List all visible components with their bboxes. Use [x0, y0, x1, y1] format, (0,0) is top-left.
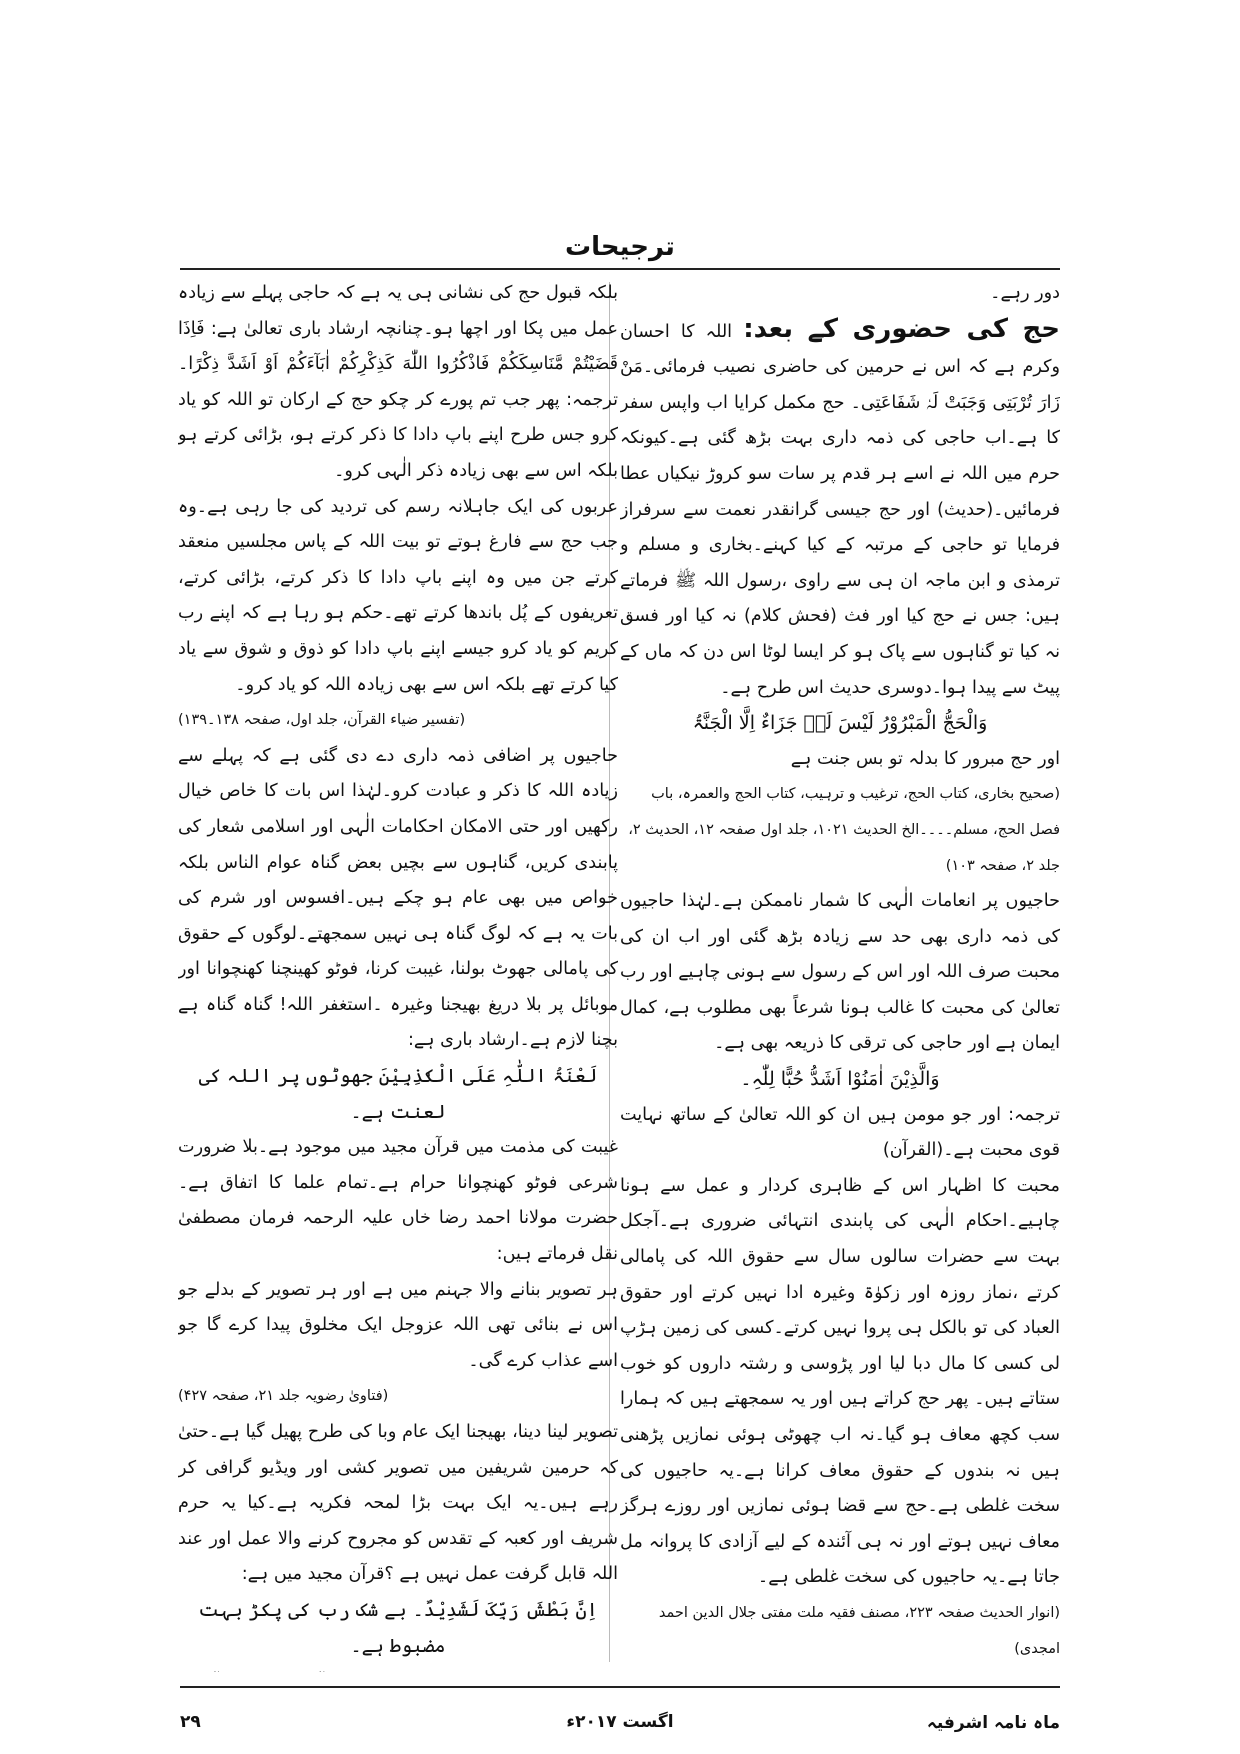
footer-rule — [180, 1686, 1060, 1688]
left-paragraph-5: ہر تصویر بنانے والا جہنم میں ہے اور ہر تصویر کے بدلے جو اس نے بنائی تھی اللہ عزوجل ایک مخلوق پیدا کرے گا جو اسے عذاب کرے گی۔ — [178, 1279, 618, 1371]
header-rule — [180, 268, 1060, 270]
magazine-name: ماہ نامہ اشرفیہ — [926, 1713, 1060, 1733]
page-number: ۲۹ — [180, 1712, 201, 1732]
right-paragraph-2-text: اللہ کا احسان وکرم ہے کہ اس نے حرمین کی حاضری نصیب فرمائی۔مَنْ زَارَ تُرْبَتِی وَجَبَتْ لَہٗ شَفَاعَتِی۔ حج مکمل کرایا اب واپس سفر کا ہے۔اب حاجی کی ذمہ داری بہت بڑھ گئی ہے۔کیونکہ حرم میں اللہ نے اسے ہر قدم پر سات سو کروڑ نیکیاں عطا فرمائیں۔(حدیث) اور حج جیسی گرانقدر نعمت سے سرفراز فرمایا تو حاجی کے مرتبہ کے کیا کہنے۔بخاری و مسلم و ترمذی و ابن ماجہ ان ہی سے راوی ،رسول اللہ ﷺ فرماتے ہیں: جس نے حج کیا اور فث (فحش کلام) نہ کیا اور فسق نہ کیا تو گناہوں سے پاک ہو کر ایسا لوٹا اس دن کہ ماں کے پیٹ سے پیدا ہوا۔دوسری حدیث اس طرح ہے۔ — [620, 321, 1060, 698]
right-paragraph-1: دور رہے۔ — [990, 283, 1060, 303]
citation: (تفسیر ضیاء القرآن، جلد اول، صفحہ ۱۳۸۔۱۳۹) — [178, 712, 466, 729]
right-paragraph-2 — [620, 312, 1060, 707]
citation: (صحیح بخاری، کتاب الحج، ترغیب و ترہیب، کتاب الحج والعمرہ، باب فصل الحج، مسلم۔۔۔۔الخ الحدیث ۱۰۲۱، جلد اول صفحہ ۱۲، الحدیث ۲، جلد ۲، صفحہ ۱۰۳) — [628, 786, 1060, 874]
section-heading: حج کی حضوری کے بعد: — [743, 313, 1060, 344]
right-paragraph-6: محبت کا اظہار اس کے ظاہری کردار و عمل سے ہونا چاہیے۔احکام الٰہی کی پابندی انتہائی ضروری ہے۔آجکل بہت سے حضرات سالوں سال سے حقوق اللہ کی پامالی کرتے ،نماز روزہ اور زکوٰۃ وغیرہ ادا نہیں کرتے اور حقوق العباد کی تو بالکل ہی پروا نہیں کرتے۔کسی کی زمین ہڑپ لی کسی کا مال دبا لیا اور پڑوسی و رشتہ داروں کو خوب ستاتے ہیں۔ پھر حج کراتے ہیں اور یہ سمجھتے ہیں کہ ہمارا سب کچھ معاف ہو گیا۔نہ اب چھوٹی ہوئی نمازیں پڑھنی ہیں نہ بندوں کے حقوق معاف کرانا ہے۔یہ حاجیوں کی سخت غلطی ہے۔حج سے قضا ہوئی نمازیں اور روزے ہرگز معاف نہیں ہوتے اور نہ ہی آئندہ کے لیے آزادی کا پروانہ مل جاتا ہے۔یہ حاجیوں کی سخت غلطی ہے۔ — [620, 1175, 1060, 1588]
citation: (فتاویٰ رضویہ جلد ۲۱، صفحہ ۴۲۷) — [178, 1388, 389, 1405]
left-paragraph-4: غیبت کی مذمت میں قرآن مجید میں موجود ہے۔بلا ضرورت شرعی فوٹو کھنچوانا حرام ہے۔تمام علما کا اتفاق ہے۔حضرت مولانا احمد رضا خاں علیہ الرحمہ فرمان مصطفیٰ نقل فرماتے ہیں: — [178, 1137, 618, 1265]
quranic-verse: اِنَّ بَطْشَ رَبِّکَ لَشَدِیْدٌ۔ بے شک رب کی پکڑ بہت مضبوط ہے۔ — [198, 1598, 598, 1657]
footer — [180, 1712, 1060, 1742]
quranic-verse: وَالْحَجُّ الْمَبْرُوْرُ لَیْسَ لَہٗ جَزَاءٌ اِلَّا الْجَنَّۃُ — [692, 712, 988, 735]
left-paragraph-1: بلکہ قبول حج کی نشانی ہی یہ ہے کہ حاجی پہلے سے زیادہ عمل میں پکا اور اچھا ہو۔چنانچہ ارشاد باری تعالیٰ ہے: فَاِذَا قَضَیْتُمْ مَّنَاسِكَكُمْ فَاذْكُرُوا اللّٰهَ كَذِكْرِكُمْ اٰبَآءَكُمْ اَوْ اَشَدَّ ذِكْرًا۔ ترجمہ: پھر جب تم پورے کر چکو حج کے ارکان تو اللہ کو یاد کرو جس طرح اپنے باپ دادا کا ذکر کرتے ہو، بڑائی کرتے ہو بلکہ اس سے بھی زیادہ ذکر الٰہی کرو۔ — [178, 283, 618, 481]
page-title: ترجیحات — [565, 232, 675, 262]
right-paragraph-3: اور حج مبرور کا بدلہ تو بس جنت ہے — [790, 748, 1060, 769]
left-paragraph-2: عربوں کی ایک جاہلانہ رسم کی تردید کی جا رہی ہے۔وہ جب حج سے فارغ ہوتے تو بیت اللہ کے پاس مجلسیں منعقد کرتے جن میں وہ اپنے باپ دادا کا ذکر کرتے، بڑائی کرتے، تعریفوں کے پُل باندھا کرتے تھے۔حکم ہو رہا ہے کہ اپنے رب کریم کو یاد کرو جیسے اپنے باپ دادا کو ذوق و شوق سے یاد کیا کرتے تھے بلکہ اس سے بھی زیادہ اللہ کو یاد کرو۔ — [178, 496, 618, 695]
citation — [178, 1664, 618, 1672]
issue-date: اگست ۲۰۱۷ء — [566, 1712, 674, 1732]
citation: (انوار الحدیث صفحہ ۲۲۳، مصنف فقیہ ملت مفتی جلال الدین احمد امجدی) — [658, 1604, 1060, 1657]
right-column — [620, 276, 1060, 1672]
right-paragraph-5: ترجمہ: اور جو مومن ہیں ان کو اللہ تعالیٰ کے ساتھ نہایت قوی محبت ہے۔(القرآن) — [620, 1104, 1060, 1161]
left-paragraph-3: حاجیوں پر اضافی ذمہ داری دے دی گئی ہے کہ پہلے سے زیادہ اللہ کا ذکر و عبادت کرو۔لہٰذا اس بات کا خاص خیال رکھیں اور حتی الامکان احکامات الٰہی اور اسلامی شعار کی پابندی کریں، گناہوں سے بچیں بعض گناہ عوام الناس بلکہ خواص میں بھی عام ہو چکے ہیں۔افسوس اور شرم کی بات یہ ہے کہ لوگ گناہ ہی نہیں سمجھتے۔لوگوں کے حقوق کی پامالی جھوٹ بولنا، غیبت کرنا، فوٹو کھینچنا کھنچوانا اور موبائل پر بلا دریغ بھیجنا وغیرہ ۔استغفر اللہ! گناہ گناہ ہے بچنا لازم ہے۔ارشاد باری ہے: — [178, 745, 618, 1051]
right-paragraph-4: حاجیوں پر انعامات الٰہی کا شمار ناممکن ہے۔لہٰذا حاجیوں کی ذمہ داری بھی حد سے زیادہ بڑھ گئی اور اب ان کی محبت صرف اللہ اور اس کے رسول سے ہونی چاہیے اور رب تعالیٰ کی محبت کا غالب ہونا شرعاً بھی مطلوب ہے، کمال ایمان ہے اور حاجی کی ترقی کا ذریعہ بھی ہے۔ — [620, 891, 1060, 1054]
quranic-verse: وَالَّذِیْنَ اٰمَنُوْا اَشَدُّ حُبًّا لِلّٰہِ۔ — [740, 1068, 940, 1091]
left-paragraph-6: تصویر لینا دینا، بھیجنا ایک عام وبا کی طرح پھیل گیا ہے۔حتیٰ کہ حرمین شریفین میں تصویر کشی اور ویڈیو گرافی کر رہے ہیں۔یہ ایک بہت بڑا لمحہ فکریہ ہے۔کیا یہ حرم شریف اور کعبہ کے تقدس کو مجروح کرنے والا عمل اور عند اللہ قابل گرفت عمل نہیں ہے ؟قرآن مجید میں ہے: — [178, 1422, 618, 1585]
quranic-verse: لَعْنَۃُ اللّٰہِ عَلَی الْکٰذِبِیْنَ جھوٹوں پر اللہ کی لعنت ہے۔ — [198, 1065, 598, 1123]
left-column — [178, 276, 618, 1672]
